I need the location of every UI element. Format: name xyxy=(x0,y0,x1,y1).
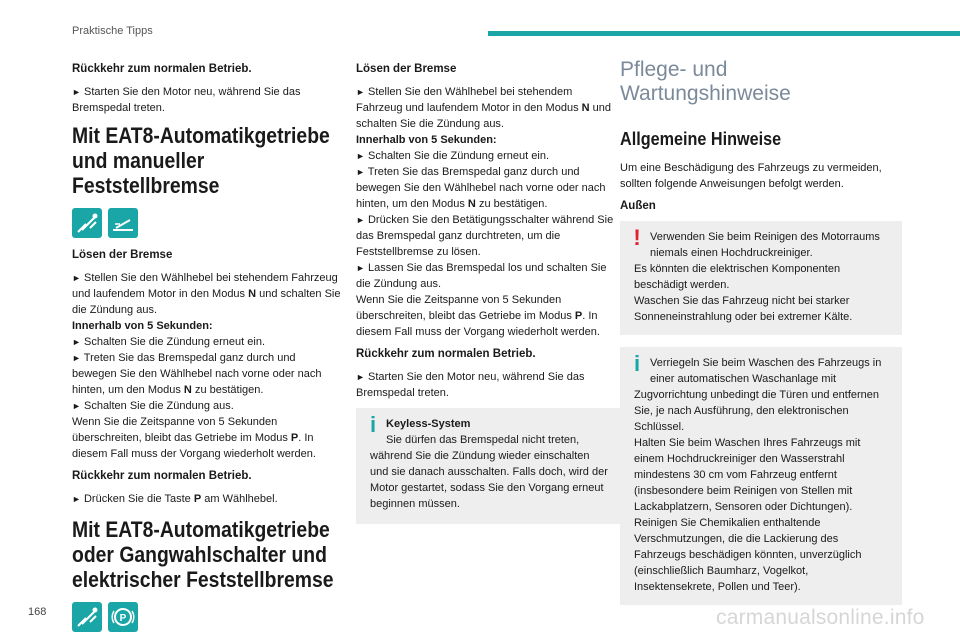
parking-brake-lever-icon xyxy=(108,208,138,238)
icon-row xyxy=(72,208,342,238)
section-heading: Außen xyxy=(620,200,656,212)
gear-lever-icon xyxy=(72,208,102,238)
header-accent-bar xyxy=(488,31,960,36)
warning-exclamation-icon: ! xyxy=(633,225,641,250)
paragraph: ► Stellen Sie den Wählhebel bei stehendem Fahrzeug und laufendem Motor in den Modus N und schalten Sie die Zündung aus. Innerhalb von 5 Sekunden: ► Schalten Sie die Zündung erneut ein. ► Treten Sie das Bremspedal ganz durch und bewegen Sie den Wählhebel nach vorne oder nach hinten, um den Modus N zu bestätigen. ► Drücken Sie den Betätigungsschalter während Sie das Bremspedal ganz durchtreten, um die Feststellbremse zu lösen. ► Lassen Sie das Bremspedal los und schalten Sie die Zündung aus. Wenn Sie die Zeitspanne von 5 Sekunden überschreiten, bleibt das Getriebe im Modus P. In diesem Fall muss der Vorgang wiederholt werden. xyxy=(356,86,614,338)
header-section-title: Praktische Tipps xyxy=(72,25,153,37)
section-heading: Rückkehr zum normalen Betrieb. xyxy=(72,63,252,75)
electric-parking-brake-icon xyxy=(108,602,138,632)
heading-eat8-electric-brake: Mit EAT8-Automatikgetriebe oder Gangwahlschalter und elektrischer Feststellbremse xyxy=(72,517,334,592)
info-notice: i Verriegeln Sie beim Waschen des Fahrzeugs in einer automatischen Waschanlage mit Zugvorrichtung unbedingt die Türen und entfernen Sie, je nach Ausführung, den elektronischen Schlüssel. Halten Sie beim Waschen Ihres Fahrzeugs mit einem Hochdruckreiniger den Wasserstrahl mindestens 30 cm vom Fahrzeug entfernt (insbesondere beim Reinigen von Stellen mit Lackabplatzern, Sensoren oder Dichtungen). Reinigen Sie Chemikalien enthaltende Verschmutzungen, die die Lackierung des Fahrzeugs beschädigen könnten, unverzüglich (einschließlich Baumharz, Vogelkot, Insektensekrete, Pollen und Teer). xyxy=(620,347,902,605)
section-heading: Lösen der Bremse xyxy=(356,63,457,75)
svg-text:P: P xyxy=(119,613,127,624)
section-title: Allgemeine Hinweise xyxy=(620,129,782,149)
bullet-triangle-icon: ► xyxy=(72,87,81,97)
info-notice: i Keyless-System Sie dürfen das Bremspedal nicht treten, während Sie die Zündung wieder einschalten und sie danach ausschalten. Falls doch, wird der Motor gestartet, sodass Sie den Vorgang erneut beginnen müssen. xyxy=(356,408,620,524)
paragraph: Um eine Beschädigung des Fahrzeugs zu vermeiden, sollten folgende Anweisungen befolgt werden. xyxy=(620,162,882,190)
paragraph: ► Starten Sie den Motor neu, während Sie das Bremspedal treten. xyxy=(356,371,585,399)
paragraph: ► Drücken Sie die Taste P am Wählhebel. xyxy=(72,493,278,505)
paragraph: ► Starten Sie den Motor neu, während Sie das Bremspedal treten. xyxy=(72,86,301,114)
column-3 xyxy=(620,58,902,617)
section-heading: Rückkehr zum normalen Betrieb. xyxy=(356,348,536,360)
bullet-triangle-icon: ► xyxy=(72,273,81,283)
info-icon: i xyxy=(633,351,641,376)
warning-notice: ! Verwenden Sie beim Reinigen des Motorraums niemals einen Hochdruckreiniger. Es könnten die elektrischen Komponenten beschädigt werden. Waschen Sie das Fahrzeug nicht bei starker Sonneneinstrahlung oder bei extremer Kälte. xyxy=(620,221,902,335)
page-number: 168 xyxy=(28,606,47,618)
section-heading: Lösen der Bremse xyxy=(72,249,173,261)
icon-row xyxy=(72,602,342,632)
watermark: carmanualsonline.info xyxy=(716,606,925,629)
column-1 xyxy=(72,58,342,640)
heading-eat8-manual-brake: Mit EAT8-Automatikgetriebe und manueller Feststellbremse xyxy=(72,123,330,198)
section-heading: Rückkehr zum normalen Betrieb. xyxy=(72,470,252,482)
chapter-title: Pflege- und Wartungshinweise xyxy=(620,58,791,105)
paragraph: ► Stellen Sie den Wählhebel bei stehendem Fahrzeug und laufendem Motor in den Modus N und schalten Sie die Zündung aus. Innerhalb von 5 Sekunden: ► Schalten Sie die Zündung erneut ein. ► Treten Sie das Bremspedal ganz durch und bewegen Sie den Wählhebel nach vorne oder nach hinten, um den Modus N zu bestätigen. ► Schalten Sie die Zündung aus. Wenn Sie die Zeitspanne von 5 Sekunden überschreiten, bleibt das Getriebe im Modus P. In diesem Fall muss der Vorgang wiederholt werden. xyxy=(72,272,341,460)
column-2 xyxy=(356,58,620,536)
gear-lever-icon xyxy=(72,602,102,632)
info-icon: i xyxy=(369,412,377,437)
